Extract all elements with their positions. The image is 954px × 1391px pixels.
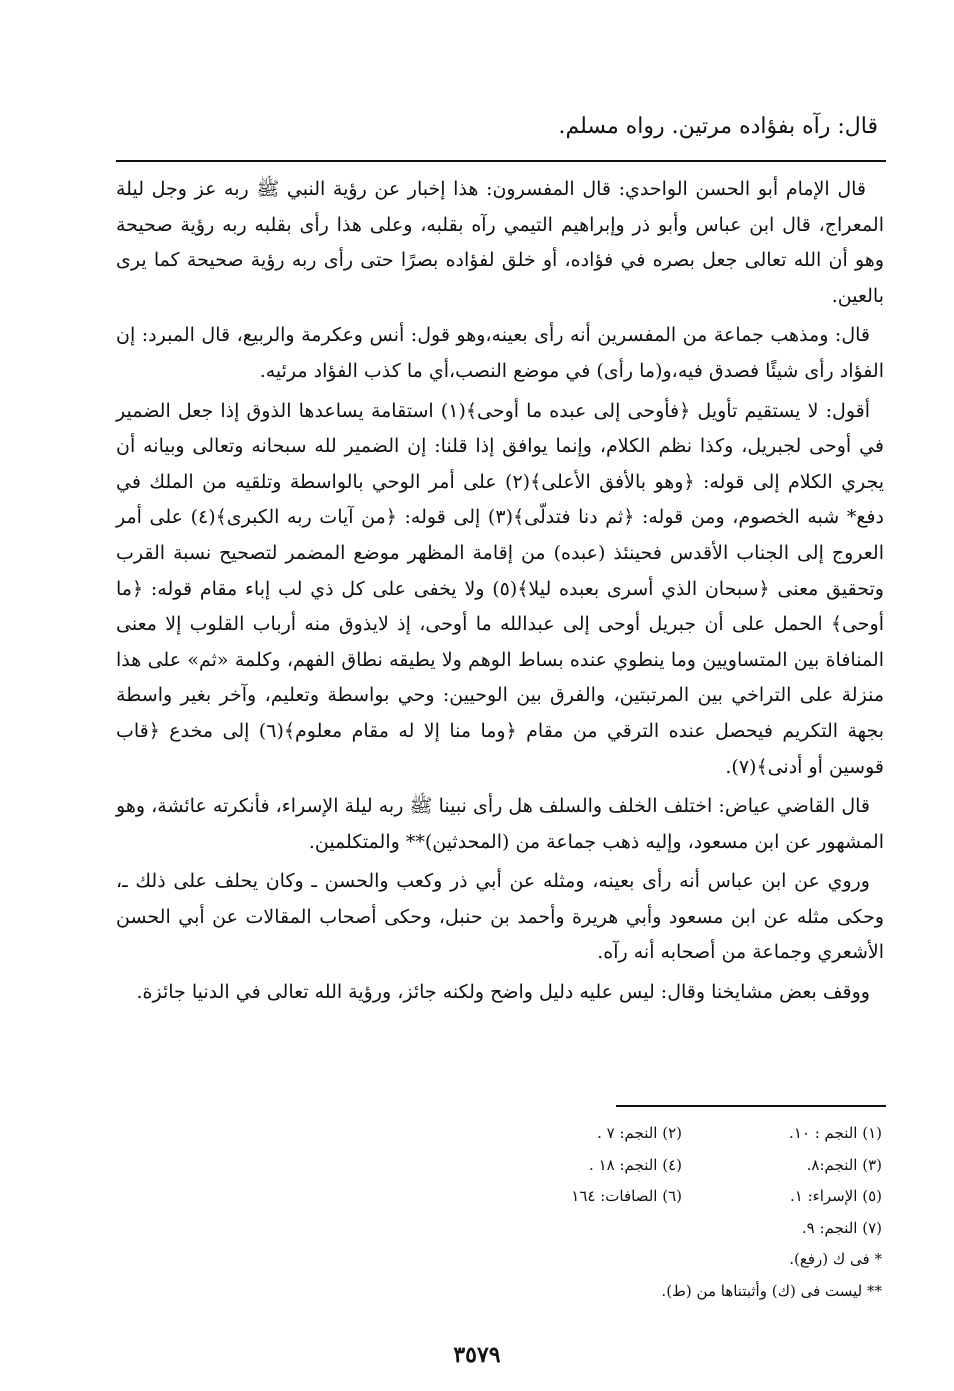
paragraph-3: أقول: لا يستقيم تأويل ﴿فأوحى إلى عبده ما أوحى﴾(١) استقامة يساعدها الذوق إذا جعل الضمير في أوحى لجبريل، وكذا نظم الكلام، وإنما يوافق إذا قلنا: إن الضمير لله سبحانه وتعالى وبيانه أن يجري الكلام إلى قوله: ﴿وهو بالأفق الأعلى﴾(٢) على أمر الوحي بالواسطة وتلقيه من الملك في دفع* شبه الخصوم، ومن قوله: ﴿ثم دنا فتدلّى﴾(٣) إلى قوله: ﴿من آيات ربه الكبرى﴾(٤) على أمر العروج إلى الجناب الأقدس فحينئذ (عبده) من إقامة المظهر موضع المضمر لتصحيح نسبة القرب وتحقيق معنى ﴿سبحان الذي أسرى بعبده ليلا﴾(٥) ولا يخفى على كل ذي لب إباء مقام قوله: ﴿ما أوحى﴾ الحمل على أن جبريل أوحى إلى عبدالله ما أوحى، إذ لايذوق منه أرباب القلوب إلا معنى المنافاة بين المتساويين وما ينطوي عنده بساط الوهم ولا يطيقه نطاق الفهم، وكلمة «ثم» على هذا منزلة على التراخي بين المرتبتين، والفرق بين الوحيين: وحي بواسطة وتعليم، وآخر بغير واسطة بجهة التكريم فيحصل عنده الترقي من مقام ﴿وما منا إلا له مقام معلوم﴾(٦) إلى مخدع ﴿قاب قوسين أو أدنى﴾(٧). — [116, 399, 885, 778]
paragraph-6: ووقف بعض مشايخنا وقال: ليس عليه دليل واضح ولكنه جائز، ورؤية الله تعالى في الدنيا جائزة. — [136, 981, 870, 1004]
page-number: ٣٥٧٩ — [453, 1342, 501, 1368]
footnote-7: (٧) النجم: ٩. — [801, 1218, 882, 1237]
footnote-divider — [616, 1105, 886, 1107]
footnote-4: (٤) النجم: ١٨ . — [589, 1155, 682, 1174]
footnote-6: (٦) الصافات: ١٦٤ — [571, 1187, 682, 1205]
footnote-1: (١) النجم : ١٠. — [789, 1124, 882, 1142]
footnote-star: * فى ك (رفع). — [789, 1250, 882, 1268]
footnotes — [512, 1118, 882, 1307]
footnote-5: (٥) الإسراء: ١. — [790, 1187, 882, 1205]
main-body — [116, 172, 884, 1015]
header-text: قال: رآه بفؤاده مرتين. رواه مسلم. — [558, 114, 878, 139]
paragraph-2: قال: ومذهب جماعة من المفسرين أنه رأى بعينه،وهو قول: أنس وعكرمة والربيع، قال المبرد: إن الفؤاد رأى شيئًا فصدق فيه،و(ما رأى) في موضع النصب،أي ما كذب الفؤاد مرئيه. — [116, 324, 884, 382]
header-divider — [116, 160, 886, 162]
footnote-row — [512, 1181, 882, 1213]
footnote-row — [512, 1118, 882, 1150]
paragraph-4: قال القاضي عياض: اختلف الخلف والسلف هل رأى نبينا ﷺ ربه ليلة الإسراء، فأنكرته عائشة، وهو المشهور عن ابن مسعود، وإليه ذهب جماعة من (المحدثين)** والمتكلمين. — [116, 795, 884, 853]
footnote-3: (٣) النجم:٨. — [806, 1155, 882, 1174]
footnote-2: (٢) النجم: ٧ . — [597, 1124, 682, 1142]
paragraph-5: وروي عن ابن عباس أنه رأى بعينه، ومثله عن أبي ذر وكعب والحسن ـ وكان يحلف على ذلك ـ، وحكى مثله عن ابن مسعود وأبي هريرة وأحمد بن حنبل، وحكى أصحاب المقالات عن أبي الحسن الأشعري وجماعة من أصحابه أنه رآه. — [116, 870, 884, 964]
footnote-row — [512, 1150, 882, 1182]
paragraph-1: قال الإمام أبو الحسن الواحدي: قال المفسرون: هذا إخبار عن رؤية النبي ﷺ ربه عز وجل ليلة المعراج، قال ابن عباس وأبو ذر وإبراهيم التيمي رآه بقلبه، وعلى هذا رأى بقلبه ربه رؤية صحيحة وهو أن الله تعالى جعل بصره في فؤاده، أو خلق لفؤاده بصرًا حتى رأى ربه رؤية صحيحة كما يرى بالعين. — [116, 178, 884, 307]
footnote-double-star: ** ليست فى (ك) وأثبتناها من (ط). — [661, 1281, 882, 1300]
